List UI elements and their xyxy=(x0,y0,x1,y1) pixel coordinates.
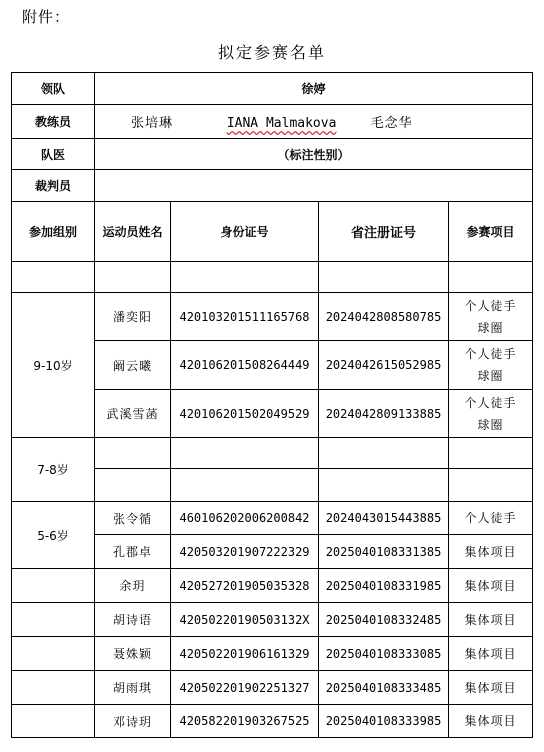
athlete-reg: 2024042808580785 xyxy=(319,293,449,341)
athlete-name: 武溪雪菡 xyxy=(95,390,171,438)
athlete-event: 个人徒手 xyxy=(449,502,533,535)
coach-name: 毛念华 xyxy=(370,116,413,131)
athlete-id: 420106201502049529 xyxy=(171,390,319,438)
athlete-reg: 2025040108333485 xyxy=(319,671,449,705)
group-label: 5-6岁 xyxy=(12,502,95,569)
group-label: 9-10岁 xyxy=(12,293,95,438)
athlete-name: 潘奕阳 xyxy=(95,293,171,341)
group-label: 7-8岁 xyxy=(12,438,95,502)
roster-table xyxy=(11,72,533,738)
athlete-event: 集体项目 xyxy=(449,603,533,637)
athlete-reg: 2024042615052985 xyxy=(319,341,449,390)
leader-value: 徐婷 xyxy=(95,73,533,105)
athlete-reg: 2025040108333985 xyxy=(319,705,449,738)
athlete-reg: 2024043015443885 xyxy=(319,502,449,535)
table-row xyxy=(12,671,533,705)
athlete-event: 个人徒手球圈 xyxy=(449,293,533,341)
athlete-reg: 2025040108331385 xyxy=(319,535,449,569)
coach-name: 张培琳 xyxy=(131,116,174,131)
coach-label: 教练员 xyxy=(12,105,95,139)
table-row xyxy=(12,293,533,341)
athlete-id: 420582201903267525 xyxy=(171,705,319,738)
document-title: 拟定参赛名单 xyxy=(217,43,326,62)
table-row xyxy=(12,569,533,603)
athlete-name: 胡诗语 xyxy=(95,603,171,637)
table-row xyxy=(12,502,533,535)
athlete-name: 胡雨琪 xyxy=(95,671,171,705)
coach-list xyxy=(95,105,533,139)
athlete-event: 集体项目 xyxy=(449,671,533,705)
doctor-label: 队医 xyxy=(12,139,95,170)
athlete-id: 420502201902251327 xyxy=(171,671,319,705)
col-reg-header: 省注册证号 xyxy=(319,202,449,262)
athlete-name: 余玥 xyxy=(95,569,171,603)
athlete-reg: 2024042809133885 xyxy=(319,390,449,438)
col-event-header: 参赛项目 xyxy=(449,202,533,262)
doctor-value: （标注性别） xyxy=(95,139,533,170)
referee-label: 裁判员 xyxy=(12,170,95,202)
athlete-id: 420106201508264449 xyxy=(171,341,319,390)
table-row xyxy=(12,603,533,637)
athlete-reg: 2025040108333085 xyxy=(319,637,449,671)
athlete-id: 420103201511165768 xyxy=(171,293,319,341)
doctor-row xyxy=(12,139,533,170)
leader-row xyxy=(12,73,533,105)
table-row xyxy=(12,637,533,671)
athlete-event: 集体项目 xyxy=(449,535,533,569)
leader-label: 领队 xyxy=(12,73,95,105)
athlete-id: 42050220190503132X xyxy=(171,603,319,637)
athlete-name: 邓诗玥 xyxy=(95,705,171,738)
column-header-row xyxy=(12,202,533,262)
athlete-name: 张令循 xyxy=(95,502,171,535)
athlete-name: 聂姝颖 xyxy=(95,637,171,671)
athlete-reg: 2025040108332485 xyxy=(319,603,449,637)
athlete-event: 个人徒手球圈 xyxy=(449,341,533,390)
athlete-event: 集体项目 xyxy=(449,637,533,671)
athlete-id: 420503201907222329 xyxy=(171,535,319,569)
athlete-id: 460106202006200842 xyxy=(171,502,319,535)
table-row xyxy=(12,705,533,738)
col-group-header: 参加组别 xyxy=(12,202,95,262)
athlete-event: 个人徒手球圈 xyxy=(449,390,533,438)
athlete-name: 阚云曦 xyxy=(95,341,171,390)
empty-row xyxy=(12,438,533,469)
col-id-header: 身份证号 xyxy=(171,202,319,262)
referee-value xyxy=(95,170,533,202)
athlete-reg: 2025040108331985 xyxy=(319,569,449,603)
athlete-name: 孔郡卓 xyxy=(95,535,171,569)
referee-row xyxy=(12,170,533,202)
attachment-label: 附件： xyxy=(22,8,71,26)
coach-row xyxy=(12,105,533,139)
col-name-header: 运动员姓名 xyxy=(95,202,171,262)
athlete-id: 420502201906161329 xyxy=(171,637,319,671)
athlete-event: 集体项目 xyxy=(449,569,533,603)
empty-row xyxy=(12,262,533,293)
athlete-id: 420527201905035328 xyxy=(171,569,319,603)
coach-name: IANA Malmakova xyxy=(226,116,337,131)
athlete-event: 集体项目 xyxy=(449,705,533,738)
